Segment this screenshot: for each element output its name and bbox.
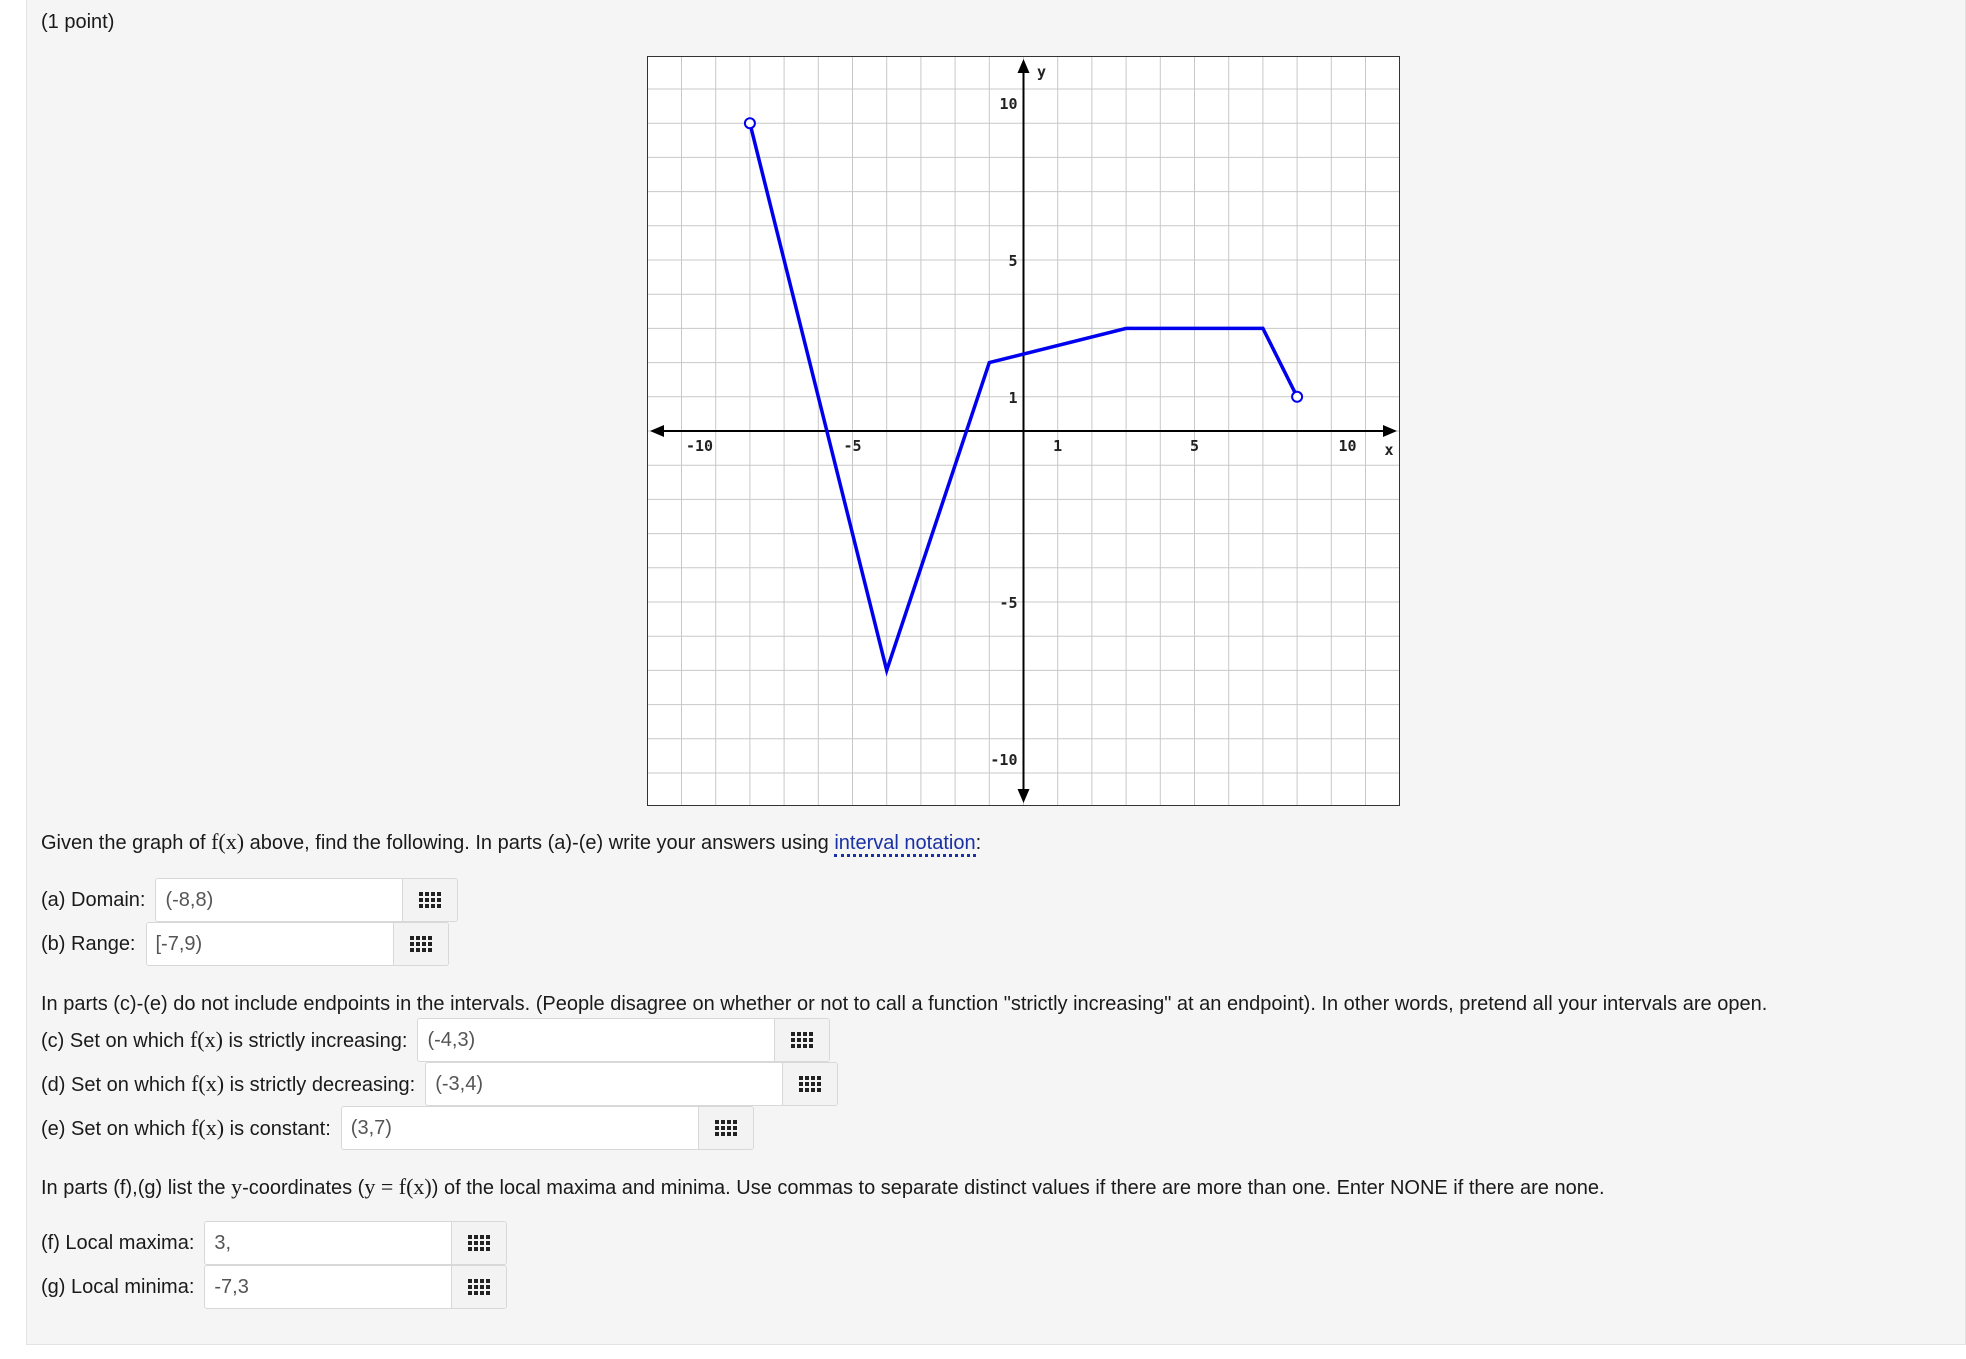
x-axis-arrow-right	[1383, 425, 1397, 437]
keypad-icon	[715, 1120, 737, 1136]
decreasing-label-pre: (d) Set on which	[41, 1074, 192, 1096]
intro-func: f(x)	[211, 829, 245, 854]
keypad-icon	[468, 1279, 490, 1295]
x-tick-label: 10	[1338, 437, 1357, 455]
open-endpoint	[1292, 392, 1302, 402]
increasing-label	[41, 1027, 407, 1053]
local-maxima-palette-button[interactable]	[451, 1222, 506, 1264]
decreasing-input[interactable]	[426, 1064, 782, 1104]
domain-label: (a) Domain:	[41, 888, 146, 911]
local-maxima-answer-box	[204, 1221, 507, 1265]
y-axis-arrow-up	[1018, 59, 1030, 73]
open-intervals-note: In parts (c)-(e) do not include endpoints in the intervals. (People disagree on whether or not to call a function "strictly increasing" at an endpoint). In other words, pretend all your intervals are open.	[41, 993, 1768, 1015]
keypad-icon	[419, 892, 441, 908]
constant-answer-box	[341, 1106, 754, 1150]
range-row	[41, 922, 449, 966]
decreasing-label-func: f(x)	[191, 1071, 225, 1096]
intro-part2: above, find the following. In parts (a)-(e) write your answers using	[244, 832, 835, 854]
range-label: (b) Range:	[41, 932, 136, 955]
x-tick-label: -10	[685, 437, 714, 455]
constant-row	[41, 1106, 754, 1150]
intro-part3: :	[975, 832, 982, 854]
domain-row	[41, 878, 458, 922]
extrema-note-p1: In parts (f),(g) list the	[41, 1177, 232, 1199]
constant-label	[41, 1115, 331, 1141]
extrema-note-y: y	[231, 1174, 243, 1199]
graph-svg	[648, 57, 1399, 805]
constant-label-pre: (e) Set on which	[41, 1118, 192, 1140]
extrema-note-p3: ) of the local maxima and minima. Use commas to separate distinct values if there are more than one. Enter NONE if there are none.	[431, 1177, 1605, 1199]
domain-answer-box	[155, 878, 458, 922]
problem-container	[26, 0, 1966, 1345]
range-palette-button[interactable]	[393, 923, 448, 965]
decreasing-palette-button[interactable]	[782, 1063, 837, 1105]
decreasing-row	[41, 1062, 838, 1106]
domain-input[interactable]	[156, 880, 402, 920]
keypad-icon	[791, 1032, 813, 1048]
constant-input[interactable]	[342, 1108, 698, 1148]
x-tick-label: -5	[843, 437, 862, 455]
extrema-note-expr: y = f(x)	[364, 1174, 432, 1199]
local-maxima-input[interactable]	[205, 1223, 451, 1263]
decreasing-label	[41, 1071, 415, 1097]
intro-part1: Given the graph of	[41, 832, 212, 854]
function-graph	[647, 56, 1400, 806]
local-minima-palette-button[interactable]	[451, 1266, 506, 1308]
keypad-icon	[468, 1235, 490, 1251]
x-axis-arrow-left	[650, 425, 664, 437]
constant-label-post: is constant:	[224, 1118, 331, 1140]
keypad-icon	[799, 1076, 821, 1092]
increasing-input[interactable]	[418, 1020, 774, 1060]
intro-text	[41, 830, 981, 855]
y-tick-label: -10	[990, 751, 1018, 769]
y-tick-label: 1	[1008, 388, 1018, 407]
decreasing-label-post: is strictly decreasing:	[224, 1074, 416, 1096]
local-minima-row	[41, 1265, 507, 1309]
increasing-label-post: is strictly increasing:	[222, 1030, 408, 1052]
y-tick-label: 10	[999, 95, 1018, 113]
x-tick-label: 5	[1189, 437, 1200, 455]
domain-palette-button[interactable]	[402, 879, 457, 921]
y-axis-arrow-down	[1018, 789, 1030, 803]
y-axis-label: y	[1036, 63, 1047, 81]
increasing-label-pre: (c) Set on which	[41, 1030, 190, 1052]
increasing-palette-button[interactable]	[774, 1019, 829, 1061]
y-tick-label: 5	[1008, 252, 1018, 270]
local-maxima-row	[41, 1221, 507, 1265]
increasing-label-func: f(x)	[189, 1027, 223, 1052]
increasing-answer-box	[417, 1018, 830, 1062]
local-maxima-label: (f) Local maxima:	[41, 1231, 195, 1254]
local-minima-label: (g) Local minima:	[41, 1275, 195, 1298]
range-input[interactable]	[147, 924, 393, 964]
x-tick-label: 1	[1053, 437, 1063, 455]
extrema-note-p2: -coordinates (	[242, 1177, 365, 1199]
increasing-row	[41, 1018, 830, 1062]
x-axis-label: x	[1384, 441, 1394, 459]
local-minima-answer-box	[204, 1265, 507, 1309]
range-answer-box	[146, 922, 449, 966]
interval-notation-link[interactable]: interval notation	[834, 832, 975, 857]
constant-palette-button[interactable]	[698, 1107, 753, 1149]
extrema-note	[41, 1175, 1605, 1200]
y-tick-label: -5	[999, 594, 1018, 612]
points-label: (1 point)	[41, 11, 115, 33]
keypad-icon	[410, 936, 432, 952]
local-minima-input[interactable]	[205, 1267, 451, 1307]
decreasing-answer-box	[425, 1062, 838, 1106]
open-endpoint	[745, 118, 755, 128]
constant-label-func: f(x)	[191, 1115, 225, 1140]
